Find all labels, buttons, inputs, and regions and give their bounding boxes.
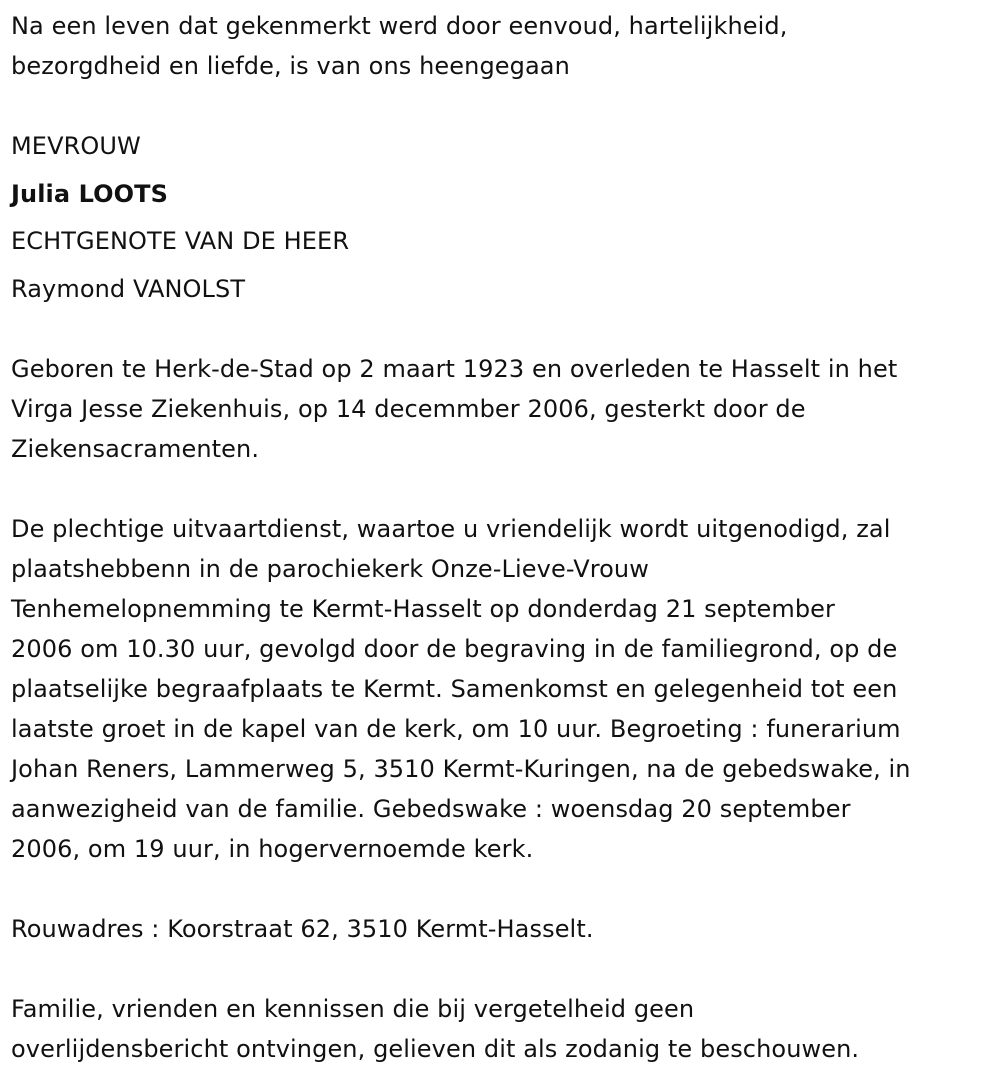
spouse-name: Raymond VANOLST [11, 275, 246, 303]
closing-line: Familie, vrienden en kennissen die bij vergetelheid geen [11, 995, 695, 1023]
title-prefix: MEVROUW [11, 132, 141, 160]
closing-line: overlijdensbericht ontvingen, gelieven dit als zodanig te beschouwen. [11, 1035, 860, 1063]
birth-death-line: Ziekensacramenten. [11, 435, 260, 463]
ceremony-line: aanwezigheid van de familie. Gebedswake : woensdag 20 september [11, 795, 851, 823]
spouse-label: ECHTGENOTE VAN DE HEER [11, 227, 350, 255]
ceremony-line: Johan Reners, Lammerweg 5, 3510 Kermt-Kuringen, na de gebedswake, in [11, 755, 911, 783]
deceased-name: Julia LOOTS [11, 180, 169, 208]
mourning-address: Rouwadres : Koorstraat 62, 3510 Kermt-Hasselt. [11, 915, 594, 943]
ceremony-line: plaatselijke begraafplaats te Kermt. Samenkomst en gelegenheid tot een [11, 675, 898, 703]
ceremony-line: laatste groet in de kapel van de kerk, om 10 uur. Begroeting : funerarium [11, 715, 901, 743]
intro-line: Na een leven dat gekenmerkt werd door eenvoud, hartelijkheid, [11, 12, 788, 40]
ceremony-line: plaatshebbenn in de parochiekerk Onze-Lieve-Vrouw [11, 555, 649, 583]
ceremony-line: De plechtige uitvaartdienst, waartoe u vriendelijk wordt uitgenodigd, zal [11, 515, 891, 543]
ceremony-line: Tenhemelopnemming te Kermt-Hasselt op donderdag 21 september [11, 595, 836, 623]
ceremony-line: 2006, om 19 uur, in hogervernoemde kerk. [11, 835, 534, 863]
birth-death-line: Geboren te Herk-de-Stad op 2 maart 1923 en overleden te Hasselt in het [11, 355, 898, 383]
intro-line: bezorgdheid en liefde, is van ons heengegaan [11, 52, 570, 80]
birth-death-line: Virga Jesse Ziekenhuis, op 14 decemmber 2006, gesterkt door de [11, 395, 806, 423]
ceremony-line: 2006 om 10.30 uur, gevolgd door de begraving in de familiegrond, op de [11, 635, 898, 663]
